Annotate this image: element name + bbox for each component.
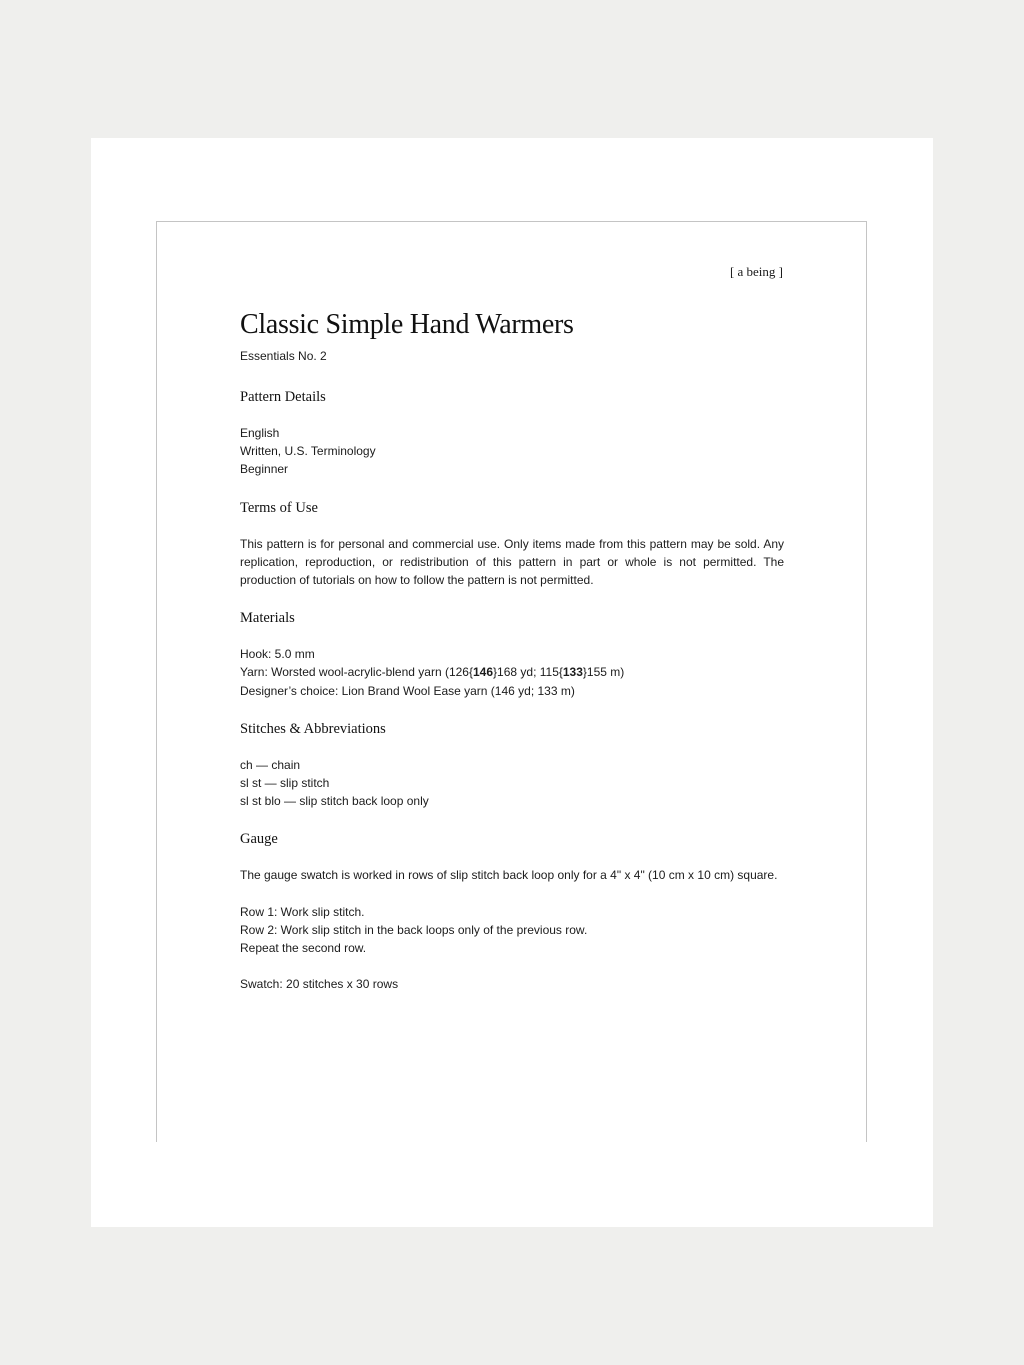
pattern-details-list	[240, 424, 784, 479]
materials-list	[240, 645, 784, 700]
gauge-row-1: Row 1: Work slip stitch.	[240, 904, 365, 919]
yarn-suffix: }155 m)	[582, 665, 625, 680]
gauge-row-2: Row 2: Work slip stitch in the back loops only of the previous row.	[240, 922, 588, 937]
page-title: Classic Simple Hand Warmers	[240, 309, 574, 340]
pattern-detail-format: Written, U.S. Terminology	[240, 444, 376, 459]
stitch-slip-blo: sl st blo — slip stitch back loop only	[240, 794, 429, 809]
brand-mark: [ a being ]	[729, 264, 783, 279]
page-subtitle: Essentials No. 2	[240, 349, 327, 363]
gauge-swatch: Swatch: 20 stitches x 30 rows	[240, 977, 399, 992]
yarn-prefix: Yarn: Worsted wool-acrylic-blend yarn (126{	[240, 665, 473, 680]
materials-heading: Materials	[240, 610, 295, 627]
yarn-amount-m: 133	[562, 665, 583, 680]
stitch-slip: sl st — slip stitch	[240, 776, 330, 791]
pattern-page	[156, 221, 867, 1142]
terms-heading: Terms of Use	[240, 499, 318, 516]
pattern-detail-language: English	[240, 426, 280, 440]
gauge-intro: The gauge swatch is worked in rows of slip stitch back loop only for a 4" x 4" (10 cm x 10 cm) square.	[240, 868, 778, 883]
pattern-details-heading: Pattern Details	[240, 389, 326, 405]
stitch-chain: ch — chain	[240, 757, 301, 772]
yarn-mid: }168 yd; 115{	[493, 665, 563, 680]
terms-text: This pattern is for personal and commercial use. Only items made from this pattern may be sold. Any replication, reproduction, or redistribution of this pattern in part or whole is not permitted. The production of tutorials on how to follow the pattern is not permitted.	[240, 536, 784, 588]
gauge-repeat: Repeat the second row.	[240, 941, 367, 956]
page-content	[240, 308, 784, 993]
yarn-amount-yd: 146	[473, 665, 494, 680]
pattern-detail-level: Beginner	[240, 462, 289, 477]
materials-yarn	[240, 663, 784, 681]
materials-designer-choice: Designer’s choice: Lion Brand Wool Ease yarn (146 yd; 133 m)	[240, 683, 575, 698]
stitches-list	[240, 756, 784, 811]
gauge-body	[240, 866, 784, 993]
stitches-heading: Stitches & Abbreviations	[240, 720, 386, 737]
materials-hook: Hook: 5.0 mm	[240, 647, 315, 662]
gauge-heading: Gauge	[240, 831, 278, 848]
